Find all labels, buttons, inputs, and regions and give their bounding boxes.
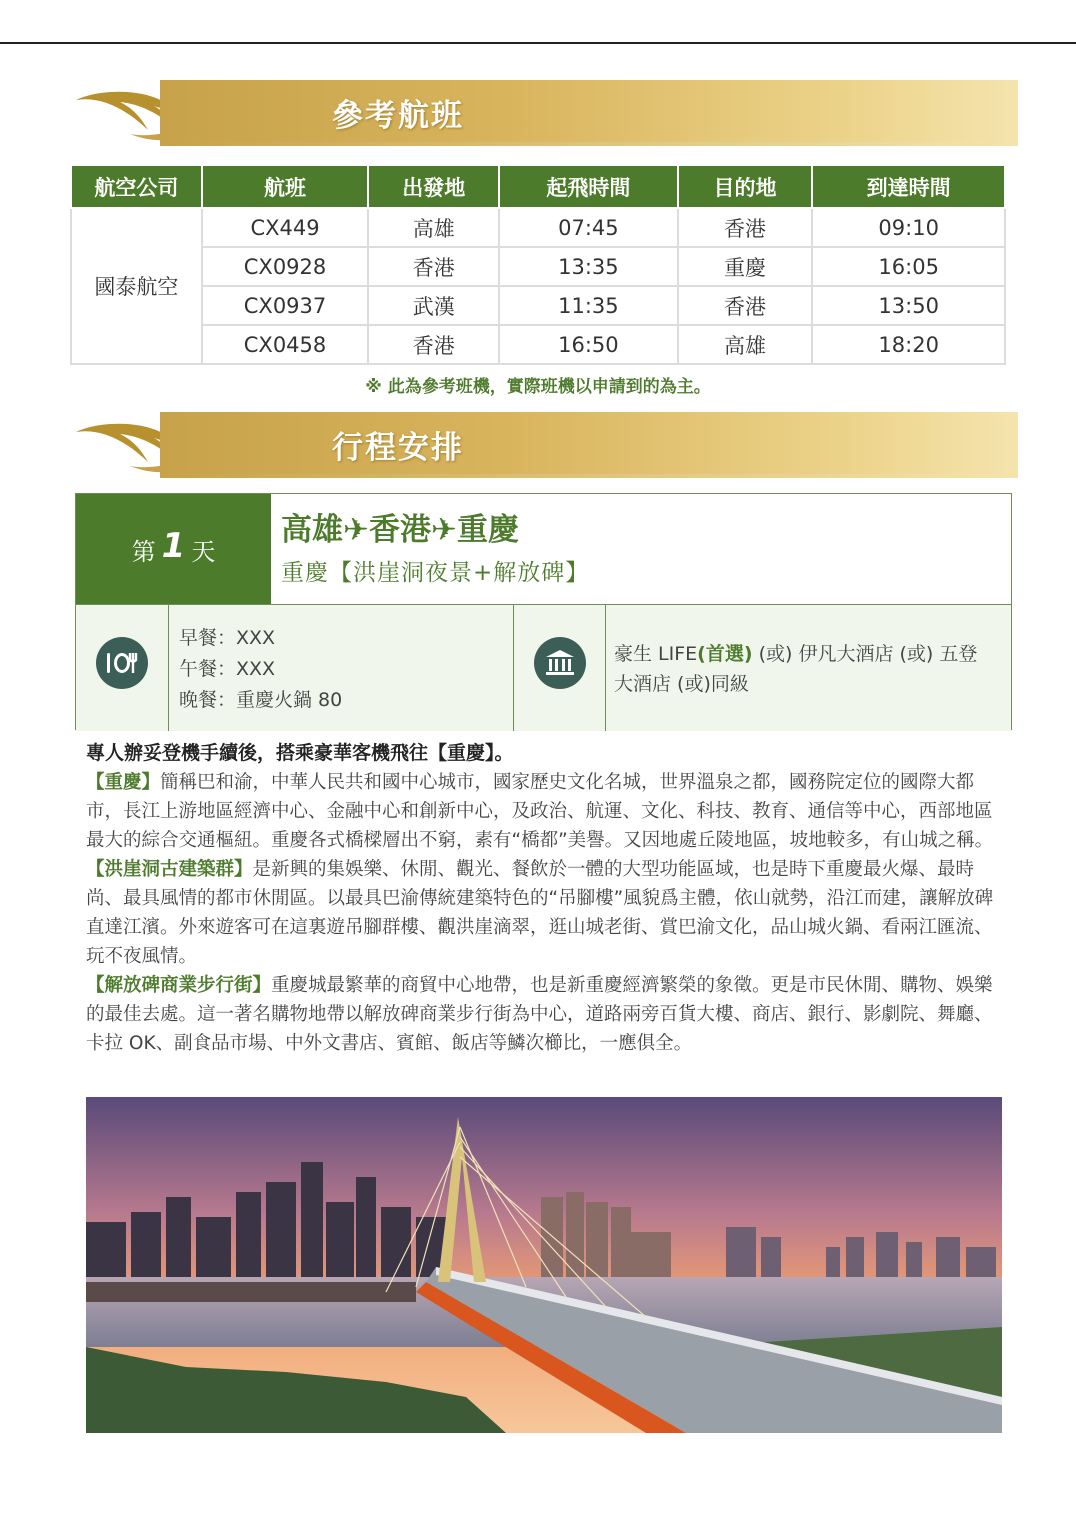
section-banner-flights [70,78,1018,150]
description-lead: 專人辦妥登機手續後，搭乘豪華客機飛往【重慶】。 [86,742,514,764]
meal-dinner: 晚餐：重慶火鍋 80 [179,689,343,711]
table-cell: 11:35 [499,286,678,325]
table-cell: 18:20 [812,325,1005,364]
table-cell: 13:35 [499,247,678,286]
column-header: 目的地 [678,165,813,208]
table-cell: 16:50 [499,325,678,364]
airline-cell: 國泰航空 [71,208,202,364]
description-paragraph [86,855,1004,971]
table-row [71,325,1005,364]
banner-bar [160,412,1018,474]
table-cell: CX0458 [202,325,369,364]
paragraph-text: 是新興的集娛樂、休閒、觀光、餐飲於一體的大型功能區域，也是時下重慶最火爆、最時尚、最具風情的都市休閒區。以最具巴渝傳統建築特色的“吊腳樓”風貌爲主體，依山就勢，沿江而建，讓解放碑直達江濱。外來遊客可在這裏遊吊腳群樓、觀洪崖滴翠，逛山城老街、賞巴渝文化，品山城火鍋、看兩江匯流、玩不夜風情。 [86,859,994,967]
paragraph-text: 簡稱巴和渝，中華人民共和國中心城市，國家歷史文化名城，世界溫泉之都，國務院定位的國際大都市，長江上游地區經濟中心、金融中心和創新中心，及政治、航運、文化、科技、教育、通信等中心，西部地區最大的綜合交通樞紐。重慶各式橋樑層出不窮，素有“橋都”美譽。又因地處丘陵地區，坡地較多，有山城之稱。 [86,772,994,851]
column-header: 起飛時間 [499,165,678,208]
table-row [71,247,1005,286]
day-label [76,494,271,604]
day-route: 高雄✈香港✈重慶 [281,512,519,548]
hotel-icon-cell [514,605,606,731]
top-rule [0,42,1076,44]
table-row [71,208,1005,247]
hotel-preferred-tag: (首選) [697,643,753,665]
column-header: 航空公司 [71,165,202,208]
table-header-row [71,165,1005,208]
table-cell: 13:50 [812,286,1005,325]
day-info-row [76,604,1011,731]
table-cell: 重慶 [678,247,813,286]
table-cell: 香港 [368,247,499,286]
meals-list [169,605,514,731]
table-cell: 16:05 [812,247,1005,286]
dining-icon [96,637,148,689]
day-subtitle: 重慶【洪崖洞夜景+解放碑】 [281,560,590,586]
table-cell: 香港 [368,325,499,364]
meal-icon-cell [76,605,169,731]
chongqing-bridge-photo [86,1097,1002,1433]
column-header: 出發地 [368,165,499,208]
paragraph-heading: 【解放碑商業步行街】 [86,975,272,996]
day-prefix: 第 [131,537,156,566]
banner-stripe [160,474,1018,478]
table-cell: 武漢 [368,286,499,325]
table-row [71,286,1005,325]
banner-stripe [160,142,1018,146]
column-header: 航班 [202,165,369,208]
table-cell: 09:10 [812,208,1005,247]
day-suffix: 天 [191,537,216,566]
hotel-info [606,605,1011,731]
meal-breakfast: 早餐：XXX [179,627,276,649]
table-cell: CX0937 [202,286,369,325]
table-cell: 07:45 [499,208,678,247]
table-cell: 高雄 [678,325,813,364]
column-header: 到達時間 [812,165,1005,208]
hotel-name: 豪生 LIFE [614,643,698,665]
table-cell: 香港 [678,208,813,247]
banner-bar [160,80,1018,142]
day-number: 1 [161,526,186,566]
table-cell: CX0928 [202,247,369,286]
paragraph-heading: 【重慶】 [86,772,161,793]
table-cell: 香港 [678,286,813,325]
hotel-alternatives: (或) 伊凡大酒店 (或) 五登大酒店 (或)同級 [614,643,978,695]
table-cell: 高雄 [368,208,499,247]
paragraph-heading: 【洪崖洞古建築群】 [86,859,253,880]
flight-note: ※ 此為參考班機，實際班機以申請到的為主。 [365,377,711,397]
table-cell: CX449 [202,208,369,247]
flight-table [70,164,1006,365]
description-paragraph [86,971,1004,1058]
section-banner-itinerary [70,410,1018,482]
paragraph-text: 重慶城最繁華的商貿中心地帶，也是新重慶經濟繁榮的象徵。更是市民休閒、購物、娛樂的最佳去處。這一著名購物地帶以解放碑商業步行街為中心，道路兩旁百貨大樓、商店、銀行、影劇院、舞廳、卡拉 OK、副食品市場、中外文書店、賓館、飯店等鱗次櫛比，一應俱全。 [86,975,993,1054]
section-title-itinerary: 行程安排 [332,430,464,466]
day-card [75,493,1012,730]
meal-lunch: 午餐：XXX [179,658,276,680]
hotel-building-icon [534,637,586,689]
day-description [86,739,1004,1058]
description-paragraph [86,768,1004,855]
section-title-flights: 參考航班 [332,98,464,134]
